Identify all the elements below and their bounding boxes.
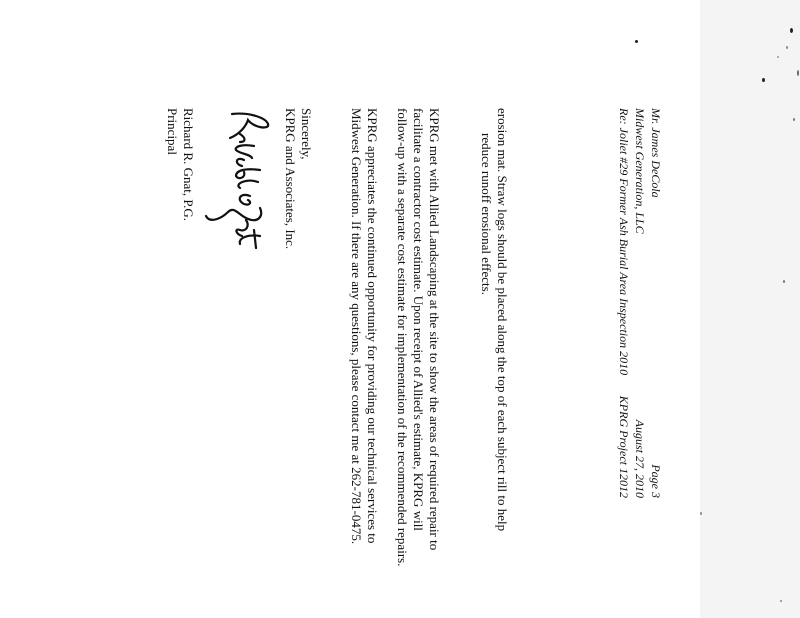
scan-shading bbox=[700, 0, 800, 618]
paragraph-line: follow-up with a separate cost estimate for implementation of the recommended repairs. bbox=[395, 108, 410, 567]
paragraph-line: Midwest Generation. If there are any questions, please contact me at 262-781-0475. bbox=[349, 108, 364, 545]
paragraph-line: facilitate a contractor cost estimate. Upon receipt of Allied's estimate, KPRG will bbox=[411, 108, 426, 531]
signatory-title: Principal bbox=[165, 108, 180, 155]
paragraph-line: erosion mat. Straw logs should be placed along the top of each subject rill to help bbox=[495, 108, 510, 532]
project-number: KPRG Project 12012 bbox=[617, 395, 631, 498]
subject-line: Re: Joliet #29 Former Ash Burial Area Inspection 2010 bbox=[617, 108, 631, 376]
closing-firm: KPRG and Associates, Inc. bbox=[283, 108, 298, 250]
paragraph-line: reduce runoff erosional effects. bbox=[479, 133, 494, 295]
closing-salutation: Sincerely, bbox=[299, 108, 314, 160]
page-number: Page 3 bbox=[649, 464, 663, 498]
handwritten-signature bbox=[200, 108, 280, 258]
paragraph-line: KPRG appreciates the continued opportunity for providing our technical services to bbox=[365, 108, 380, 544]
recipient-name: Mr. James DeCola bbox=[649, 108, 663, 198]
paragraph-line: KPRG met with Allied Landscaping at the site to show the areas of required repair to bbox=[427, 108, 442, 551]
recipient-company: Midwest Generation, LLC bbox=[633, 108, 647, 234]
signatory-name: Richard R. Gnat, P.G. bbox=[181, 108, 196, 222]
letter-date: August 27, 2010 bbox=[633, 419, 647, 498]
